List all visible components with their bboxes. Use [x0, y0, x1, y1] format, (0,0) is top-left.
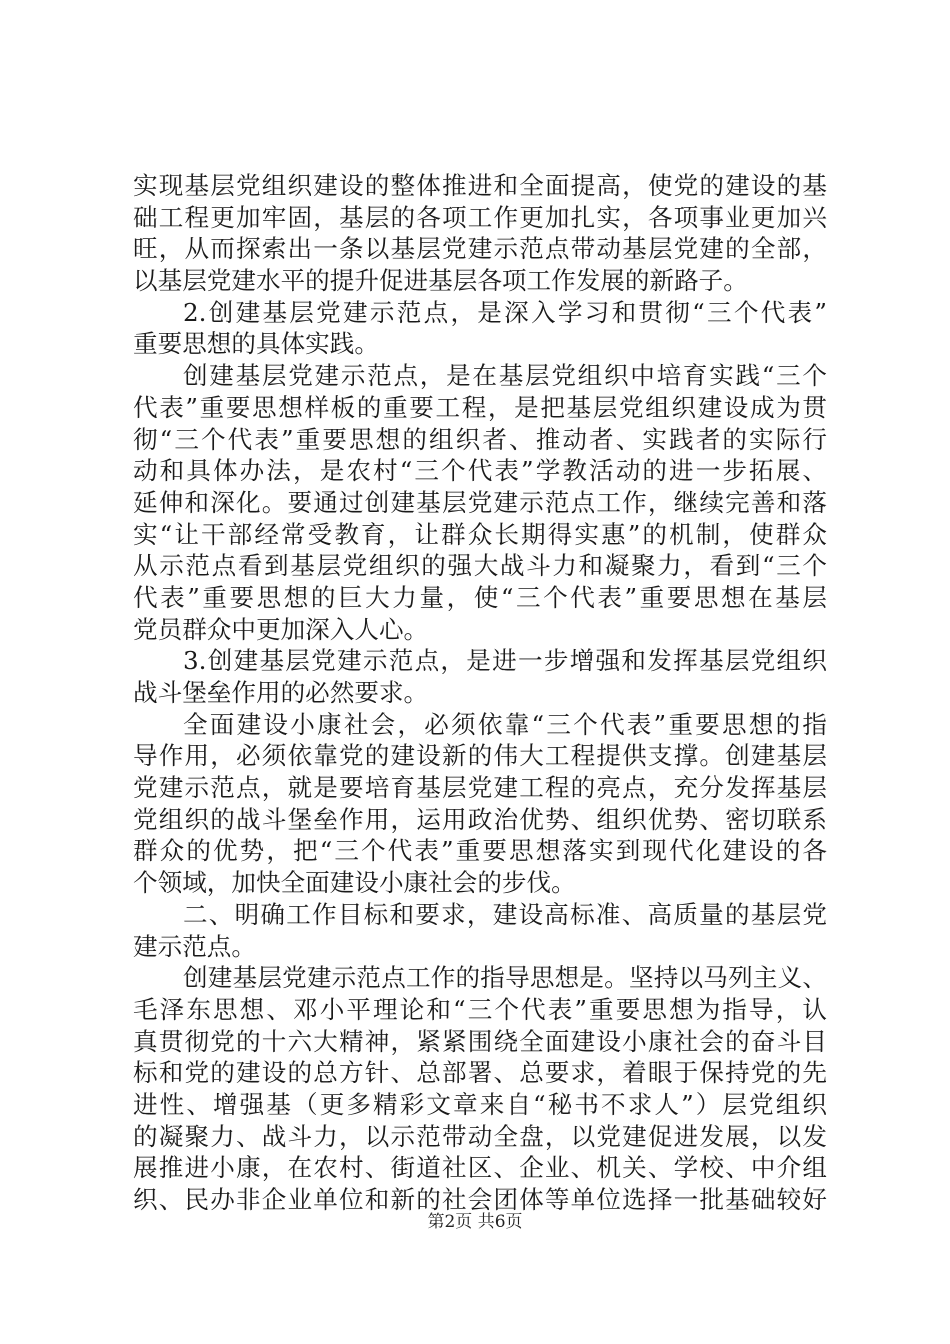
text-line: 以基层党建水平的提升促进基层各项工作发展的新路子。	[133, 266, 748, 296]
text-line: 创建基层党建示范点，是在基层党组织中培育实践“三个	[183, 361, 827, 391]
text-line: 2.创建基层党建示范点，是深入学习和贯彻“三个代表”	[183, 297, 827, 327]
page-number-footer: 第2页 共6页	[427, 1212, 523, 1232]
text-line: 从示范点看到基层党组织的强大战斗力和凝聚力，看到“三个	[133, 551, 827, 581]
text-line: 建示范点。	[133, 931, 256, 961]
text-line: 重要思想的具体实践。	[133, 329, 379, 359]
text-line: 党建示范点，就是要培育基层党建工程的亮点，充分发挥基层	[133, 773, 827, 803]
text-line: 彻“三个代表”重要思想的组织者、推动者、实践者的实际行	[133, 424, 827, 454]
text-line: 战斗堡垒作用的必然要求。	[133, 678, 429, 707]
text-line: 3.创建基层党建示范点，是进一步增强和发挥基层党组织	[183, 646, 827, 676]
text-line: 标和党的建设的总方针、总部署、总要求，着眼于保持党的先	[133, 1058, 827, 1088]
text-line: 旺，从而探索出一条以基层党建示范点带动基层党建的全部，	[133, 234, 827, 264]
text-line: 个领域，加快全面建设小康社会的步伐。	[133, 868, 576, 898]
text-line: 实“让干部经常受教育，让群众长期得实惠”的机制，使群众	[133, 519, 827, 549]
body-text	[133, 170, 827, 1216]
text-line: 代表”重要思想的巨大力量，使“三个代表”重要思想在基层	[133, 582, 827, 612]
text-line: 党员群众中更加深入人心。	[133, 614, 429, 644]
text-line: 动和具体办法，是农村“三个代表”学教活动的进一步拓展、	[133, 456, 827, 486]
text-line: 实现基层党组织建设的整体推进和全面提高，使党的建设的基	[133, 171, 827, 200]
text-line: 群众的优势，把“三个代表”重要思想落实到现代化建设的各	[133, 836, 827, 866]
text-line: 延伸和深化。要通过创建基层党建示范点工作，继续完善和落	[133, 487, 827, 517]
text-line: 展推进小康，在农村、街道社区、企业、机关、学校、中介组	[133, 1153, 827, 1183]
text-line: 创建基层党建示范点工作的指导思想是。坚持以马列主义、	[183, 963, 827, 993]
text-line: 进性、增强基（更多精彩文章来自“秘书不求人”）层党组织	[133, 1089, 827, 1119]
text-line: 二、明确工作目标和要求，建设高标准、高质量的基层党	[183, 899, 827, 929]
text-line: 真贯彻党的十六大精神，紧紧围绕全面建设小康社会的奋斗目	[133, 1026, 827, 1056]
text-line: 党组织的战斗堡垒作用，运用政治优势、组织优势、密切联系	[133, 804, 827, 834]
text-line: 全面建设小康社会，必须依靠“三个代表”重要思想的指	[183, 709, 827, 739]
text-line: 础工程更加牢固，基层的各项工作更加扎实，各项事业更加兴	[133, 202, 827, 232]
text-line: 织、民办非企业单位和新的社会团体等单位选择一批基础较好	[133, 1185, 827, 1214]
text-line: 毛泽东思想、邓小平理论和“三个代表”重要思想为指导，认	[133, 994, 827, 1024]
text-line: 导作用，必须依靠党的建设新的伟大工程提供支撑。创建基层	[133, 741, 827, 771]
text-line: 代表”重要思想样板的重要工程，是把基层党组织建设成为贯	[133, 392, 827, 422]
text-line: 的凝聚力、战斗力，以示范带动全盘，以党建促进发展，以发	[133, 1121, 827, 1151]
